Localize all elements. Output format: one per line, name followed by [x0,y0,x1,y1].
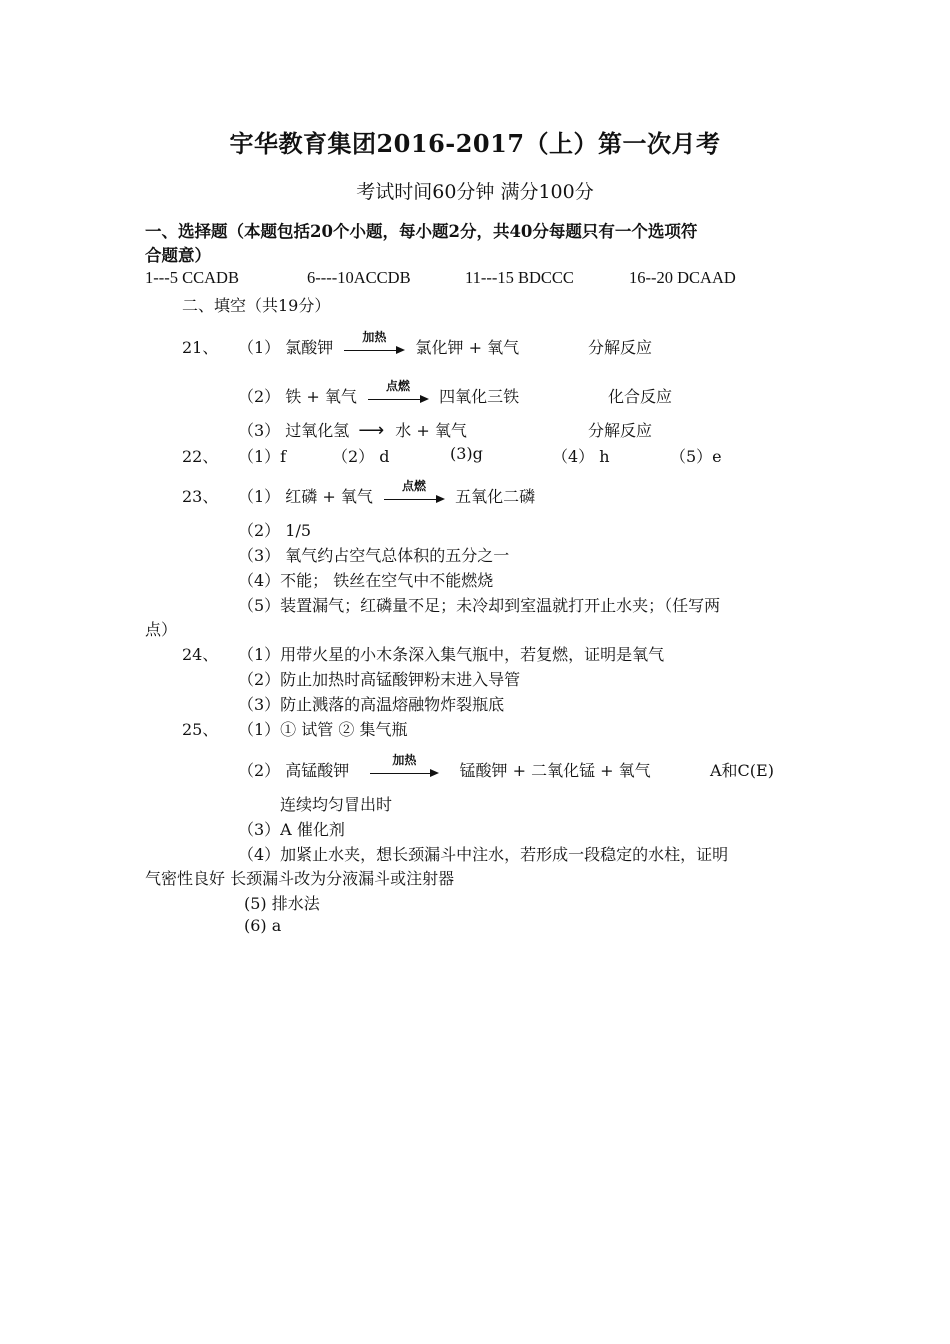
reactant: 红磷 + 氧气 [285,487,373,506]
q25-number: 25、 [182,720,219,739]
answer-6-10: 6----10ACCDB [307,268,411,287]
label: （1） [238,487,281,506]
q24-number: 24、 [182,645,219,664]
q25-line2-extra: A和C(E) [710,761,774,780]
q25-line4: （4）加紧止水夹，想长颈漏斗中注水，若形成一段稳定的水柱，证明 [238,845,729,864]
label: （2） [238,761,281,780]
q21-line1-type: 分解反应 [588,338,653,357]
q24-line3: （3）防止溅落的高温熔融物炸裂瓶底 [238,695,505,714]
q25-line5: (5) 排水法 [244,894,320,913]
q22-number: 22、 [182,447,219,466]
product: 氯化钾 + 氧气 [415,338,520,357]
ignition-arrow-icon: 点燃 [366,389,430,407]
q22-a1: （1）f [238,447,287,466]
q24-line1: （1）用带火星的小木条深入集气瓶中，若复燃，证明是氧气 [238,645,665,664]
page-title: 宇华教育集团2016-2017（上）第一次月考 [229,129,721,158]
label: （3） [238,421,281,440]
q21-line3 [238,418,467,441]
answer-1-5: 1---5 CCADB [145,268,239,287]
q23-line5: （5）装置漏气；红磷量不足；未冷却到室温就打开止水夹；（任写两 [238,596,721,615]
q21-line2-type: 化合反应 [608,387,673,406]
q22-a2: （2） d [332,447,390,466]
q25-line2-cont: 连续均匀冒出时 [280,795,393,814]
q23-line5-cont: 点） [145,620,178,639]
q23-line1 [238,478,536,507]
reactant: 铁 + 氧气 [285,387,357,406]
ignition-arrow-icon: 点燃 [382,489,446,507]
q21-line3-type: 分解反应 [588,421,653,440]
product: 锰酸钾 + 二氧化锰 + 氧气 [459,761,651,780]
q22-a5: （5）e [670,447,722,466]
q25-line2 [238,752,651,781]
q23-line4: （4）不能； 铁丝在空气中不能燃烧 [238,571,494,590]
q24-line2: （2）防止加热时高锰酸钾粉末进入导管 [238,670,521,689]
section1-heading: 一、选择题（本题包括20个小题，每小题2分，共40分每题只有一个选项符 [145,222,698,241]
arrow-icon: ⟶ [358,420,385,441]
answer-11-15: 11---15 BDCCC [465,268,574,287]
q21-number: 21、 [182,338,219,357]
section1-heading-cont: 合题意） [145,246,211,265]
q25-line1: （1）① 试管 ② 集气瓶 [238,720,408,739]
label: （2） [238,387,281,406]
exam-info: 考试时间60分钟 满分100分 [356,181,594,203]
product: 五氧化二磷 [455,487,536,506]
q22-a4: （4） h [552,447,610,466]
reactant: 过氧化氢 [285,421,350,440]
q21-line2 [238,378,520,407]
section2-heading: 二、填空（共19分） [182,296,331,315]
product: 四氧化三铁 [439,387,520,406]
q21-line1 [238,329,520,358]
q25-line6: (6) a [244,916,282,935]
answer-16-20: 16--20 DCAAD [629,268,736,287]
reactant: 氯酸钾 [285,338,334,357]
q23-line3: （3） 氧气约占空气总体积的五分之一 [238,546,510,565]
label: （1） [238,338,281,357]
heating-arrow-icon: 加热 [368,763,440,781]
q22-a3: (3)g [450,444,483,463]
reactant: 高锰酸钾 [285,761,350,780]
q25-line4-cont: 气密性良好 长颈漏斗改为分液漏斗或注射器 [145,869,455,888]
heating-arrow-icon: 加热 [342,340,406,358]
product: 水 + 氧气 [395,421,467,440]
q23-number: 23、 [182,487,219,506]
q25-line3: （3）A 催化剂 [238,820,345,839]
q23-line2: （2） 1/5 [238,521,312,540]
